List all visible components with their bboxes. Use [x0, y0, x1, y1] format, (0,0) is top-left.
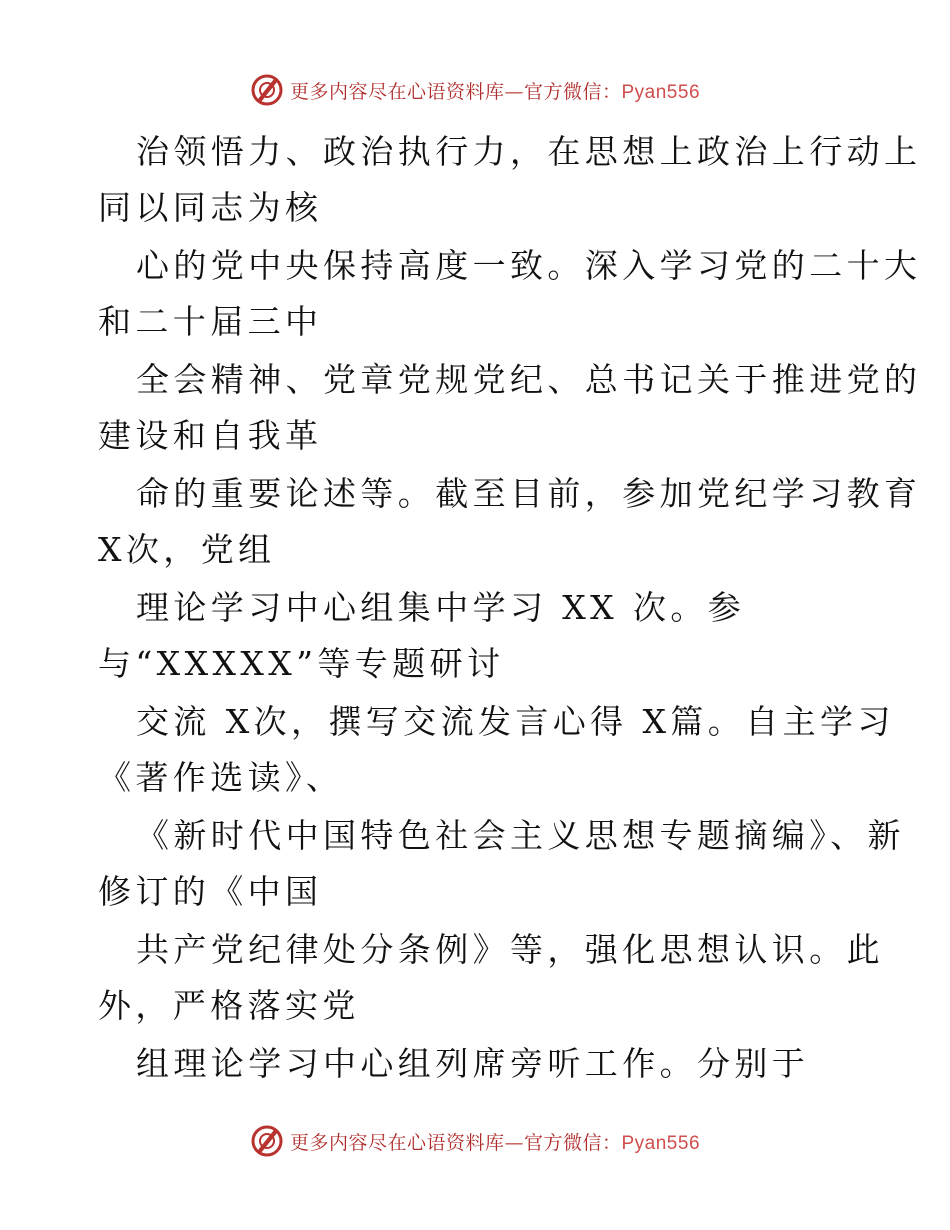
watermark-text — [290, 77, 700, 104]
header-watermark — [0, 70, 950, 110]
footer-watermark — [0, 1121, 950, 1161]
text-line: 共产党纪律处分条例》等，强化思想认识。此 — [136, 930, 884, 969]
watermark-wechat-label: 官方微信： — [523, 1131, 622, 1154]
text-line: 同以同志为核 — [98, 188, 323, 227]
watermark-main-text: 更多内容尽在心语资料库 — [289, 80, 505, 103]
watermark-group — [250, 73, 700, 107]
text-line: 命的重要论述等。截至目前，参加党纪学习教育 — [136, 474, 922, 513]
watermark-group — [250, 1124, 700, 1158]
text-line: 《新时代中国特色社会主义思想专题摘编》、新 — [136, 816, 905, 855]
watermark-wechat-label: 官方微信： — [523, 80, 622, 103]
text-line: 理论学习中心组集中学习 XX 次。参 — [136, 588, 746, 627]
watermark-wechat-id: Pyan556 — [621, 81, 701, 103]
watermark-main-text: 更多内容尽在心语资料库 — [289, 1131, 505, 1154]
text-line: 和二十届三中 — [98, 302, 323, 341]
text-line: 心的党中央保持高度一致。深入学习党的二十大 — [136, 246, 922, 285]
text-line: 组理论学习中心组列席旁听工作。分别于 — [136, 1044, 810, 1083]
text-line: 交流 X次，撰写交流发言心得 X篇。自主学习 — [136, 702, 895, 741]
text-line: 建设和自我革 — [98, 416, 323, 455]
text-line: 治领悟力、政治执行力，在思想上政治上行动上 — [136, 132, 922, 171]
brand-logo-icon — [250, 73, 284, 107]
text-line: 全会精神、党章党规党纪、总书记关于推进党的 — [136, 360, 922, 399]
text-line: 修订的《中国 — [98, 872, 323, 911]
watermark-wechat-id: Pyan556 — [621, 1132, 701, 1154]
brand-logo-icon — [250, 1124, 284, 1158]
text-line: X次，党组 — [98, 530, 276, 569]
text-line: 与“XXXXX”等专题研讨 — [98, 644, 505, 683]
watermark-dash: — — [504, 80, 524, 103]
text-line: 《著作选读》、 — [98, 758, 344, 797]
text-line: 外，严格落实党 — [98, 986, 360, 1025]
watermark-text — [290, 1128, 700, 1155]
watermark-dash: — — [504, 1131, 524, 1154]
